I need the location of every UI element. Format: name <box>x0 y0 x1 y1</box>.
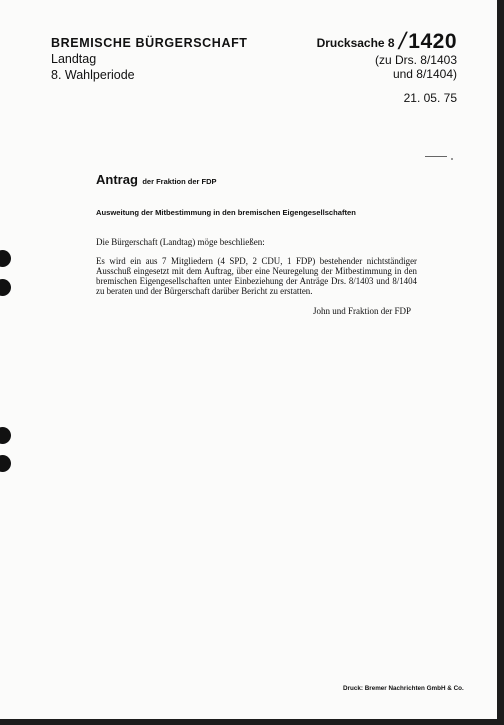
legislative-period: 8. Wahlperiode <box>51 68 135 82</box>
motion-by: der Fraktion der FDP <box>142 177 217 186</box>
punch-hole <box>0 279 11 296</box>
issuer-block <box>51 36 248 83</box>
punch-hole <box>0 427 11 444</box>
document-label: Drucksache 8 <box>316 36 395 50</box>
motion-subject: Ausweitung der Mitbestimmung in den bremischen Eigengesellschaften <box>96 208 356 217</box>
organization-name: BREMISCHE BÜRGERSCHAFT <box>51 36 248 50</box>
signature-line: John und Fraktion der FDP <box>312 306 411 316</box>
scan-mark <box>425 156 447 157</box>
motion-type: Antrag <box>96 172 138 187</box>
scan-edge-shadow <box>497 0 504 725</box>
punch-hole <box>0 250 11 267</box>
reference-line-2: und 8/1404) <box>392 67 457 81</box>
scan-mark <box>451 158 453 160</box>
motion-title <box>96 171 217 189</box>
scan-bottom-shadow <box>0 719 504 725</box>
reference-line-1: (zu Drs. 8/1403 <box>374 53 457 67</box>
printer-imprint: Druck: Bremer Nachrichten GmbH & Co. <box>343 685 464 692</box>
document-number: 1420 <box>408 30 457 53</box>
resolution-paragraph: Es wird ein aus 7 Mitgliedern (4 SPD, 2 CDU, 1 FDP) bestehender nichtständiger Ausschuß eingesetzt mit dem Auftrag, über eine Neuregelung der Mitbestimmung in den bremischen Eigengesellschaften unter Einbeziehung der Anträge Drs. 8/1403 und 8/1404 zu beraten und der Bürgerschaft darüber Bericht zu erstatten. <box>96 256 417 296</box>
document-id-block <box>316 28 457 105</box>
punch-hole <box>0 455 11 472</box>
slash-separator: / <box>395 28 409 55</box>
document-date: 21. 05. 75 <box>403 91 457 105</box>
document-number-line <box>316 28 457 55</box>
resolution-intro: Die Bürgerschaft (Landtag) möge beschließen: <box>96 237 265 247</box>
chamber-name: Landtag <box>51 52 97 66</box>
